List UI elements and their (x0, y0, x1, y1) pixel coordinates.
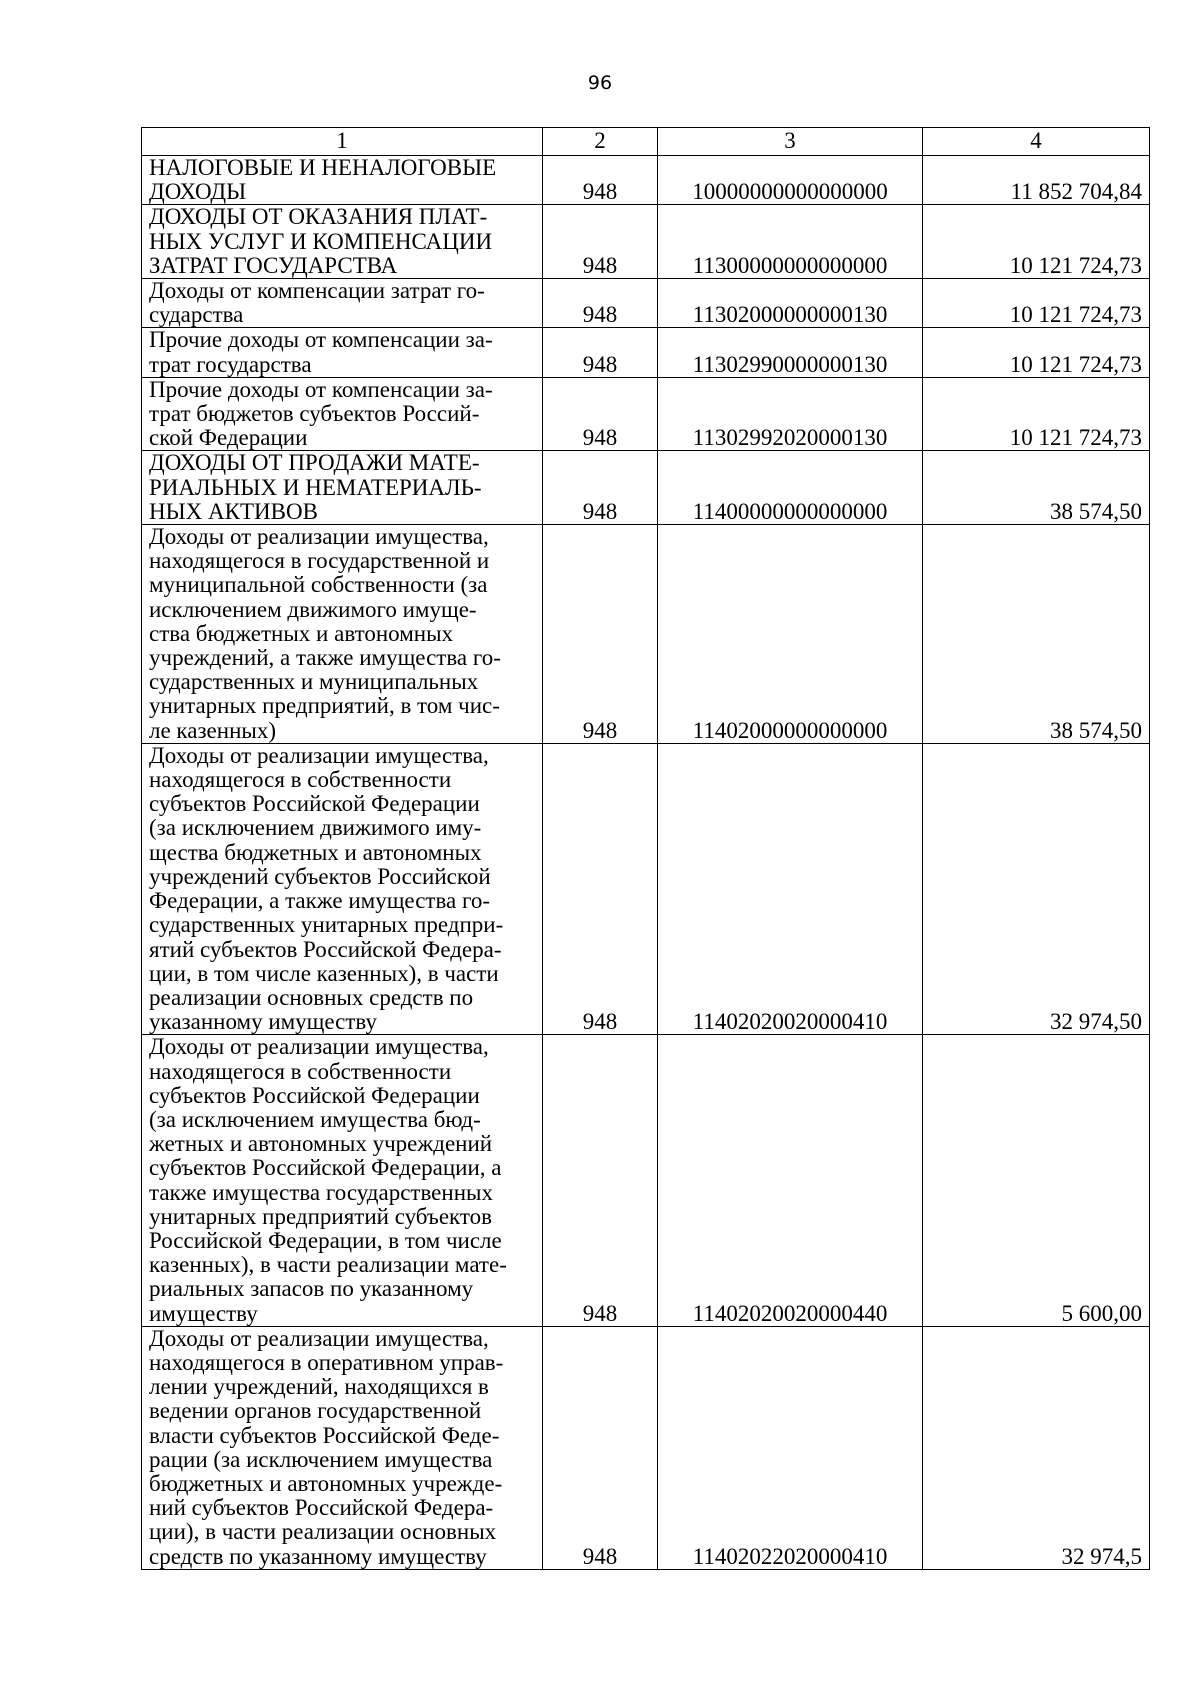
column-header-4: 4 (923, 128, 1150, 156)
classification-code-cell: 11402020020000410 (658, 743, 923, 1034)
administrator-code-cell: 948 (543, 1326, 658, 1569)
amount-cell: 38 574,50 (923, 451, 1150, 525)
amount-cell: 32 974,50 (923, 743, 1150, 1034)
table-row (142, 1326, 1150, 1569)
revenue-name-cell: Доходы от реализации имущества, находящегося в собственности субъектов Российской Федерации (за исключением движимого иму- щества бюджетных и автономных учреждений субъектов Российской Федерации, а также имущества го- сударственных унитарных предпри- ятий субъектов Российской Федера- ции, в том числе казенных), в части реализации основных средств по указанному имуществу (142, 743, 543, 1034)
revenue-name-cell: ДОХОДЫ ОТ ПРОДАЖИ МАТЕ- РИАЛЬНЫХ И НЕМАТЕРИАЛЬ- НЫХ АКТИВОВ (142, 451, 543, 525)
amount-cell: 11 852 704,84 (923, 156, 1150, 205)
table-row (142, 1035, 1150, 1326)
classification-code-cell: 11302992020000130 (658, 377, 923, 451)
amount-cell: 32 974,5 (923, 1326, 1150, 1569)
amount-cell: 10 121 724,73 (923, 328, 1150, 377)
administrator-code-cell: 948 (543, 156, 658, 205)
table-row (142, 328, 1150, 377)
revenue-name-cell: Прочие доходы от компенсации за- трат бюджетов субъектов Россий- ской Федерации (142, 377, 543, 451)
amount-cell: 38 574,50 (923, 525, 1150, 744)
amount-cell: 10 121 724,73 (923, 377, 1150, 451)
page-number: 96 (587, 72, 613, 94)
classification-code-cell: 11402020020000440 (658, 1035, 923, 1326)
amount-cell: 10 121 724,73 (923, 205, 1150, 279)
table-row (142, 279, 1150, 328)
table-row (142, 377, 1150, 451)
administrator-code-cell: 948 (543, 1035, 658, 1326)
classification-code-cell: 11400000000000000 (658, 451, 923, 525)
table-row (142, 743, 1150, 1034)
administrator-code-cell: 948 (543, 743, 658, 1034)
amount-cell: 5 600,00 (923, 1035, 1150, 1326)
administrator-code-cell: 948 (543, 377, 658, 451)
table-header-row (142, 128, 1150, 156)
revenue-name-cell: Доходы от реализации имущества, находящегося в собственности субъектов Российской Федерации (за исключением имущества бюд- жетных и автономных учреждений субъектов Российской Федерации, а также имущества государственных унитарных предприятий субъектов Российской Федерации, в том числе казенных), в части реализации мате- риальных запасов по указанному имуществу (142, 1035, 543, 1326)
classification-code-cell: 11402000000000000 (658, 525, 923, 744)
column-header-3: 3 (658, 128, 923, 156)
revenue-table (141, 127, 1150, 1570)
classification-code-cell: 10000000000000000 (658, 156, 923, 205)
administrator-code-cell: 948 (543, 328, 658, 377)
table-row (142, 525, 1150, 744)
classification-code-cell: 11302000000000130 (658, 279, 923, 328)
revenue-name-cell: Доходы от реализации имущества, находящегося в государственной и муниципальной собственности (за исключением движимого имуще- ства бюджетных и автономных учреждений, а также имущества го- сударственных и муниципальных унитарных предприятий, в том чис- ле казенных) (142, 525, 543, 744)
administrator-code-cell: 948 (543, 525, 658, 744)
revenue-name-cell: Доходы от реализации имущества, находящегося в оперативном управ- лении учреждений, находящихся в ведении органов государственной власти субъектов Российской Феде- рации (за исключением имущества бюджетных и автономных учрежде- ний субъектов Российской Федера- ции), в части реализации основных средств по указанному имуществу (142, 1326, 543, 1569)
amount-cell: 10 121 724,73 (923, 279, 1150, 328)
table-row (142, 451, 1150, 525)
administrator-code-cell: 948 (543, 205, 658, 279)
classification-code-cell: 11402022020000410 (658, 1326, 923, 1569)
administrator-code-cell: 948 (543, 279, 658, 328)
administrator-code-cell: 948 (543, 451, 658, 525)
column-header-2: 2 (543, 128, 658, 156)
revenue-name-cell: НАЛОГОВЫЕ И НЕНАЛОГОВЫЕ ДОХОДЫ (142, 156, 543, 205)
revenue-name-cell: Прочие доходы от компенсации за- трат государства (142, 328, 543, 377)
classification-code-cell: 11302990000000130 (658, 328, 923, 377)
column-header-1: 1 (142, 128, 543, 156)
classification-code-cell: 11300000000000000 (658, 205, 923, 279)
revenue-name-cell: ДОХОДЫ ОТ ОКАЗАНИЯ ПЛАТ- НЫХ УСЛУГ И КОМПЕНСАЦИИ ЗАТРАТ ГОСУДАРСТВА (142, 205, 543, 279)
table-row (142, 205, 1150, 279)
revenue-name-cell: Доходы от компенсации затрат го- сударства (142, 279, 543, 328)
table-row (142, 156, 1150, 205)
